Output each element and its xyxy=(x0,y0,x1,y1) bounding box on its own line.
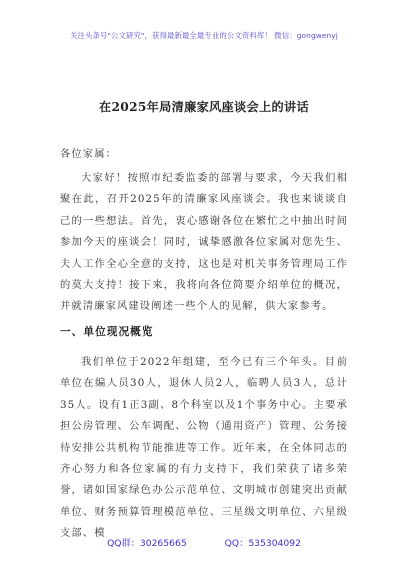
paragraph-unit-overview: 我们单位于2022年组建，至今已有三个年头。目前单位在编人员30人，退休人员2人，临聘人员3人，总计35人。设有1正3副、8个科室以及1个事务中心。主要承担公房管理、公车调配、公物（通用资产）管理、公务接待安排公共机构节能推进等工作。近年来，在全体同志的齐心努力和各位家属的有力支持下，我们荣获了诸多荣誉，诸如国家绿色办公示范单位、文明城市创建突出贡献单位、财务预算管理模范单位、三星级文明单位、六星级支部、模 xyxy=(60,356,348,540)
footer-qq-group: QQ群：30265665 xyxy=(107,538,187,549)
paragraph-intro: 大家好！按照市纪委监委的部署与要求，今天我们相聚在此，召开2025年的清廉家风座谈会。我也来谈谈自己的一些想法。首先，衷心感谢各位在繁忙之中抽出时间参加今天的座谈会！同时，诚挚感激各位家属对您先生、夫人工作全心全意的支持，这也是对机关事务管理局工作的莫大支持！接下来，我将向各位简要介绍单位的概况，并就清廉家风建设阐述一些个人的见解，供大家参考。 xyxy=(60,172,348,313)
header-promo-text: 关注头条号"公文研究"，获得最新最全最专业的公文资料库！ 微信：gongwenyj xyxy=(70,31,338,40)
footer-contact xyxy=(0,535,408,549)
salutation: 各位家属： xyxy=(60,148,117,160)
section-heading-overview: 一、单位现况概览 xyxy=(60,326,154,338)
document-title: 在2025年局清廉家风座谈会上的讲话 xyxy=(99,100,309,114)
footer-qq: QQ：535304092 xyxy=(224,538,301,549)
